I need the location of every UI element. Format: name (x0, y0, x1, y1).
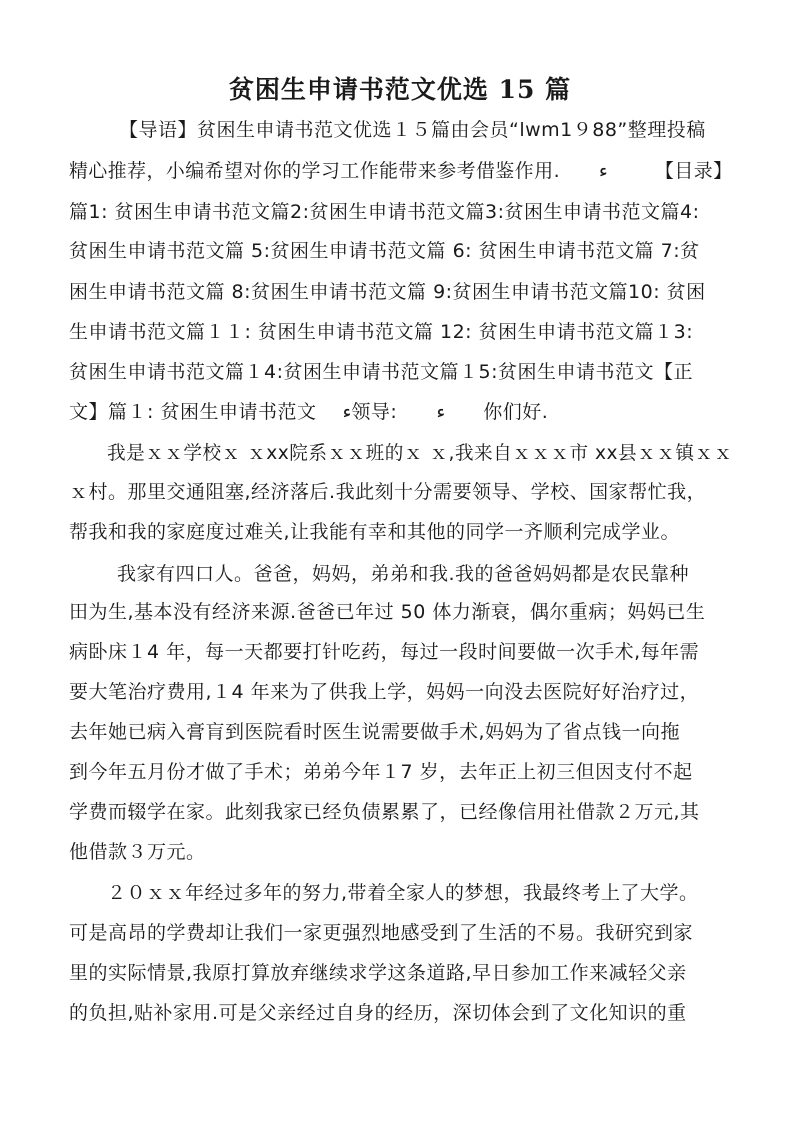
para2-line-3: 病卧床１4 年，每一天都要打针吃药，每过一段时间要做一次手术,每年需 (69, 641, 700, 663)
para1-line-1: 我是ｘｘ学校ｘ ｘxx院系ｘｘ班的ｘ ｘ,我来自ｘｘｘ市 xx县ｘｘ镇ｘｘ (107, 442, 733, 464)
para2-line-2: 田为生,基本没有经济来源.爸爸已年过 50 体力渐衰，偶尔重病；妈妈已生 (69, 601, 706, 623)
para3-line-1: ２０ｘｘ年经过多年的努力,带着全家人的梦想，我最终考上了大学。 (107, 882, 699, 904)
toc-line-6: 文】篇１: 贫困生申请书范文 ﺀ领导: ﺀ 你们好. (69, 401, 549, 423)
toc-line-3: 困生申请书范文篇 8:贫困生申请书范文篇 9:贫困生申请书范文篇10: 贫困 (69, 281, 706, 303)
para3-line-4: 的负担,贴补家用.可是父亲经过自身的经历，深切体会到了文化知识的重 (69, 1002, 687, 1024)
intro-line-2: 精心推荐，小编希望对你的学习工作能带来参考借鉴作用. ﺀ 【目录】 (69, 160, 733, 182)
para1-line-2: ｘ村。那里交通阻塞,经济落后.我此刻十分需要领导、学校、国家帮忙我， (69, 481, 707, 503)
toc-line-4: 生申请书范文篇１１: 贫困生申请书范文篇 12: 贫困生申请书范文篇１3: (69, 321, 694, 343)
para2-line-6: 到今年五月份才做了手术；弟弟今年１7 岁，去年正上初三但因支付不起 (69, 761, 693, 783)
intro-line-1: 【导语】贫困生申请书范文优选１５篇由会员“lwm1９88”整理投稿 (119, 119, 706, 141)
para2-line-4: 要大笔治疗费用,１4 年来为了供我上学，妈妈一向没去医院好好治疗过， (69, 681, 700, 703)
para2-line-5: 去年她已病入膏肓到医院看时医生说需要做手术,妈妈为了省点钱一向拖 (69, 721, 681, 743)
toc-line-2: 贫困生申请书范文篇 5:贫困生申请书范文篇 6: 贫困生申请书范文篇 7:贫 (69, 240, 700, 262)
para3-line-2: 可是高昂的学费却让我们一家更强烈地感受到了生活的不易。我研究到家 (69, 922, 694, 944)
document-title: 贫困生申请书范文优选 15 篇 (228, 75, 572, 104)
para2-line-8: 他借款３万元。 (69, 841, 206, 863)
para3-line-3: 里的实际情景,我原打算放弃继续求学这条道路,早日参加工作来减轻父亲 (69, 962, 687, 984)
para2-line-1: 我家有四口人。爸爸，妈妈，弟弟和我.我的爸爸妈妈都是农民靠种 (117, 563, 690, 585)
para1-line-3: 帮我和我的家庭度过难关,让我能有幸和其他的同学一齐顺利完成学业。 (69, 521, 681, 543)
toc-line-1: 篇1: 贫困生申请书范文篇2:贫困生申请书范文篇3:贫困生申请书范文篇4: (69, 201, 700, 223)
para2-line-7: 学费而辍学在家。此刻我家已经负债累累了，已经像信用社借款２万元,其 (69, 801, 700, 823)
toc-line-5: 贫困生申请书范文篇１4:贫困生申请书范文篇１5:贫困生申请书范文【正 (69, 361, 693, 383)
